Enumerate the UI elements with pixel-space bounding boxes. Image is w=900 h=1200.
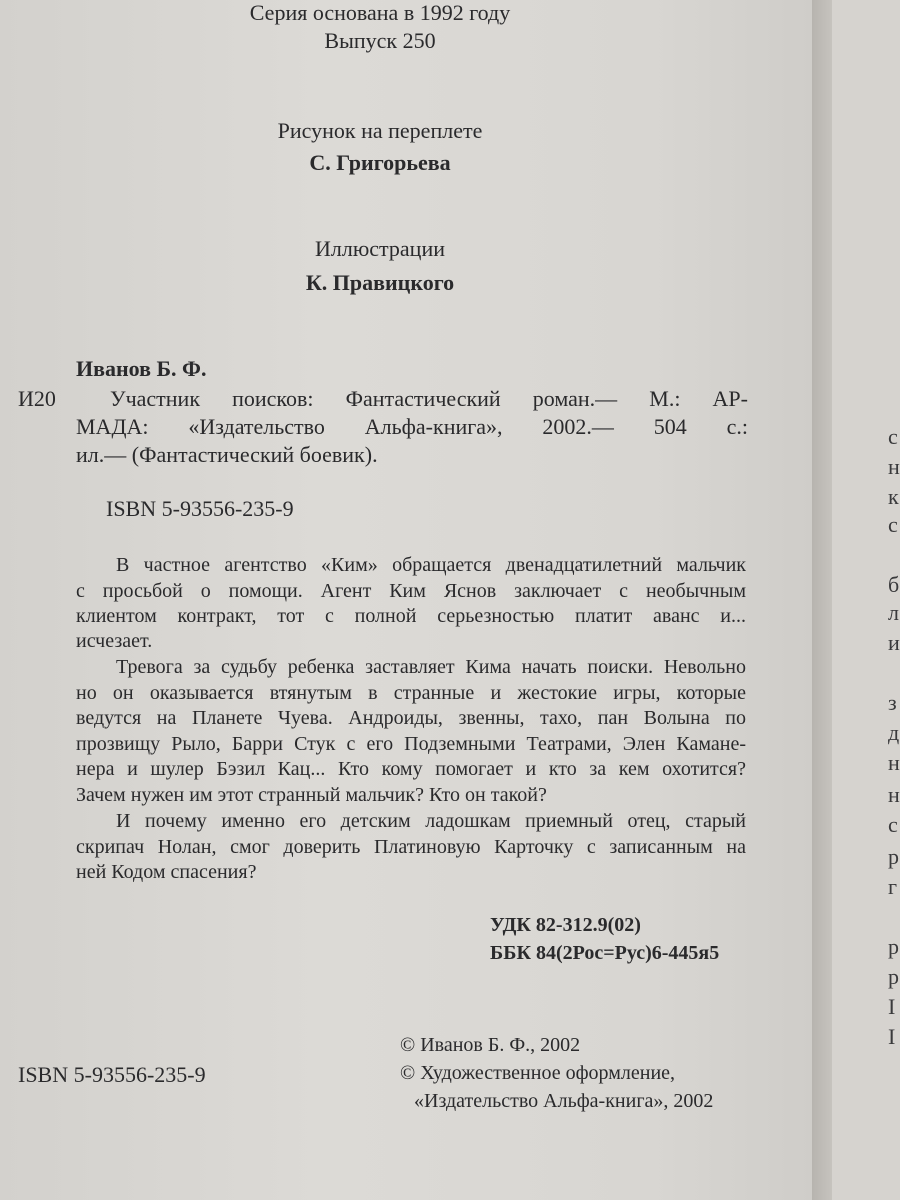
annotation-line: с просьбой о помощи. Агент Ким Яснов заключает с необычным [76,580,746,602]
series-founded: Серия основана в 1992 году [249,0,511,25]
copyright-publisher: «Издательство Альфа-книга», 2002 [414,1090,714,1112]
annotation-line: прозвищу Рыло, Барри Стук с его Подземными Театрами, Элен Камане- [76,733,746,755]
book-gutter [812,0,832,1200]
adjacent-page-edge [832,0,900,1200]
edge-letter: н [888,782,900,807]
annotation-line: И почему именно его детским ладошкам приемный отец, старый [116,810,746,832]
edge-letter: л [888,600,899,625]
cover-artist: С. Григорьева [309,150,451,175]
edge-letter: д [888,720,900,745]
annotation-line: Тревога за судьбу ребенка заставляет Кима начать поиски. Невольно [116,656,746,678]
edge-letter: н [888,454,900,479]
annotation-line: ней Кодом спасения? [76,861,257,883]
catalog-line-2: МАДА: «Издательство Альфа-книга», 2002.— 504 с.: [76,414,748,439]
annotation-line: скрипач Нолан, смог доверить Платиновую Карточку с записанным на [76,836,746,858]
annotation-line: Зачем нужен им этот странный мальчик? Кто он такой? [76,784,547,806]
footer-isbn: ISBN 5-93556-235-9 [18,1062,206,1087]
edge-letter: з [888,690,897,715]
edge-letter: г [888,874,898,899]
catalog-isbn: ISBN 5-93556-235-9 [106,496,294,521]
edge-letter: р [888,964,899,989]
copyright-design: © Художественное оформление, [400,1062,676,1084]
annotation-line: исчезает. [76,630,153,652]
edge-letter: р [888,844,899,869]
annotation-line: но он оказывается втянутым в странные и жестокие игры, которые [76,682,746,704]
edge-letter: б [888,572,900,597]
edge-letter: I [888,994,896,1019]
annotation-line: ведутся на Планете Чуева. Андроиды, звенны, тахо, пан Волына по [76,707,746,729]
catalog-code: И20 [18,386,56,411]
bbk-code: ББК 84(2Рос=Рус)6-445я5 [490,942,720,964]
edge-letter: с [888,424,898,449]
edge-letter: р [888,934,899,959]
catalog-author: Иванов Б. Ф. [76,356,207,381]
catalog-line-3: ил.— (Фантастический боевик). [76,442,378,467]
edge-letter: с [888,812,898,837]
copyright-author: © Иванов Б. Ф., 2002 [400,1034,581,1056]
udk-code: УДК 82-312.9(02) [490,914,641,936]
edge-letter: н [888,750,900,775]
illustrations-artist: К. Правицкого [305,270,455,295]
catalog-line-1: Участник поисков: Фантастический роман.— М.: АР- [110,386,748,411]
edge-letter: к [888,484,899,509]
annotation-line: клиентом контракт, тот с полной серьезностью платит аванс и... [76,605,746,627]
annotation-line: нера и шулер Бэзил Кац... Кто кому помогает и кто за кем охотится? [76,758,746,780]
illustrations-label: Иллюстрации [314,236,445,261]
edge-letter: с [888,512,898,537]
series-issue: Выпуск 250 [324,28,436,53]
cover-label: Рисунок на переплете [277,118,483,143]
edge-letter: и [888,630,900,655]
edge-letter: I [888,1024,896,1049]
annotation-line: В частное агентство «Ким» обращается двенадцатилетний мальчик [116,554,746,576]
